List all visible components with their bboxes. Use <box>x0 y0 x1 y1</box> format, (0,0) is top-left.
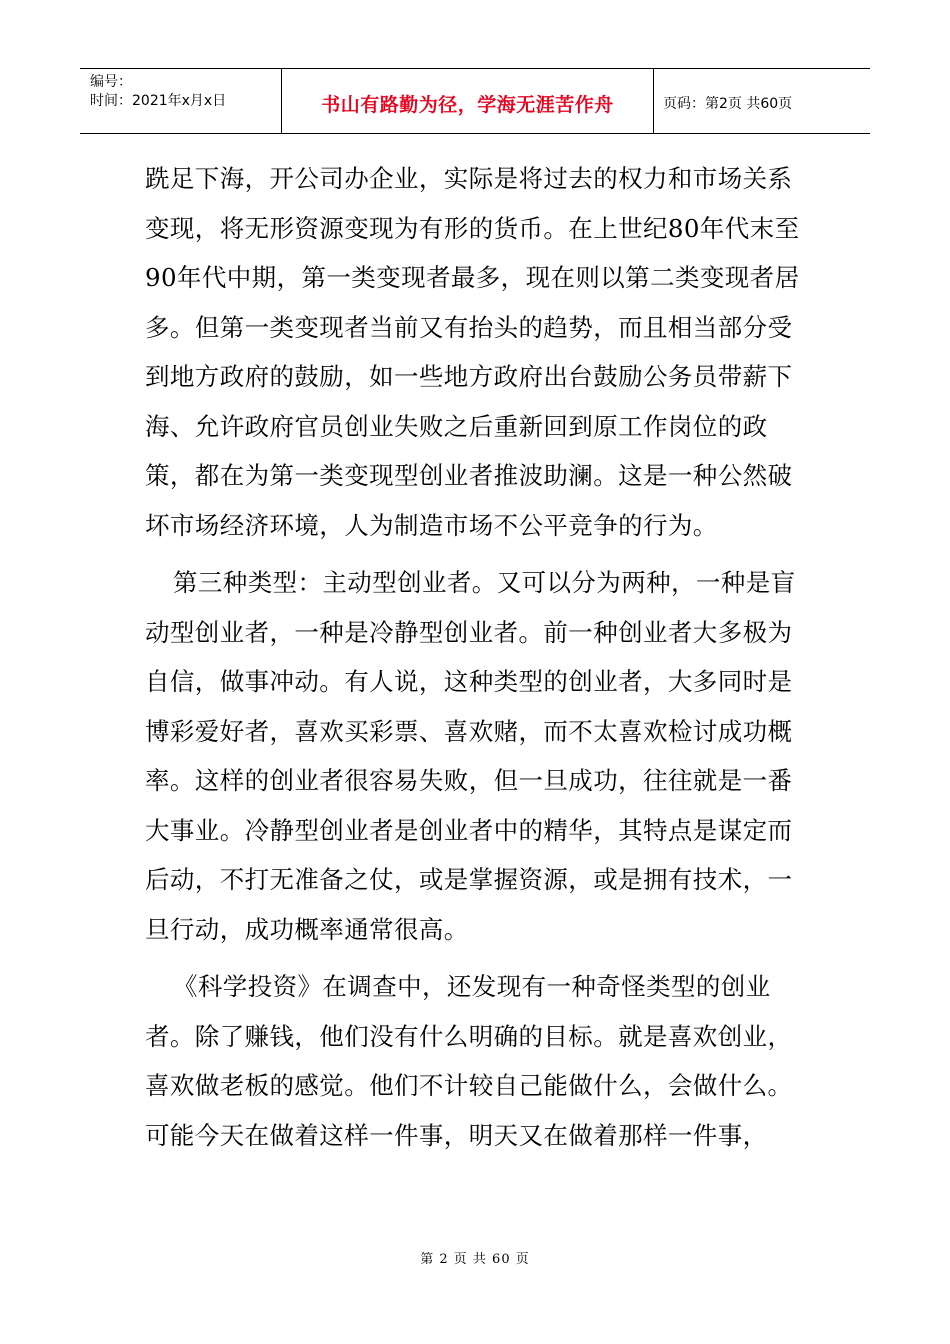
page-footer: 第 2 页 共 60 页 <box>420 1252 530 1267</box>
page-header <box>80 68 870 134</box>
header-motto: 书山有路勤为径，学海无涯苦作舟 <box>282 69 654 133</box>
document-number-label: 编号： <box>90 74 132 90</box>
body-paragraph: 第三种类型：主动型创业者。又可以分为两种，一种是盲动型创业者，一种是冷静型创业者。前一种创业者大多极为自信，做事冲动。有人说，这种类型的创业者，大多同时是博彩爱好者，喜欢买彩票、喜欢赌，而不太喜欢检讨成功概率。这样的创业者很容易失败，但一旦成功，往往就是一番大事业。冷静型创业者是创业者中的精华，其特点是谋定而后动，不打无准备之仗，或是掌握资源，或是拥有技术，一旦行动，成功概率通常很高。 <box>145 568 796 944</box>
header-page-info: 页码：第2页 共60页 <box>663 96 793 112</box>
body-paragraph: 跣足下海，开公司办企业，实际是将过去的权力和市场关系变现，将无形资源变现为有形的货币。在上世纪80年代末至90年代中期，第一类变现者最多，现在则以第二类变现者居多。但第一类变现者当前又有抬头的趋势，而且相当部分受到地方政府的鼓励，如一些地方政府出台鼓励公务员带薪下海、允许政府官员创业失败之后重新回到原工作岗位的政策，都在为第一类变现型创业者推波助澜。这是一种公然破坏市场经济环境，人为制造市场不公平竞争的行为。 <box>145 164 800 540</box>
document-time-label: 时间：2021年x月x日 <box>90 93 227 109</box>
document-body <box>145 154 805 1160</box>
header-meta <box>80 69 282 133</box>
body-paragraph: 《科学投资》在调查中，还发现有一种奇怪类型的创业者。除了赚钱，他们没有什么明确的目标。就是喜欢创业，喜欢做老板的感觉。他们不计较自己能做什么，会做什么。可能今天在做着这样一件事，明天又在做着那样一件事， <box>145 972 793 1150</box>
